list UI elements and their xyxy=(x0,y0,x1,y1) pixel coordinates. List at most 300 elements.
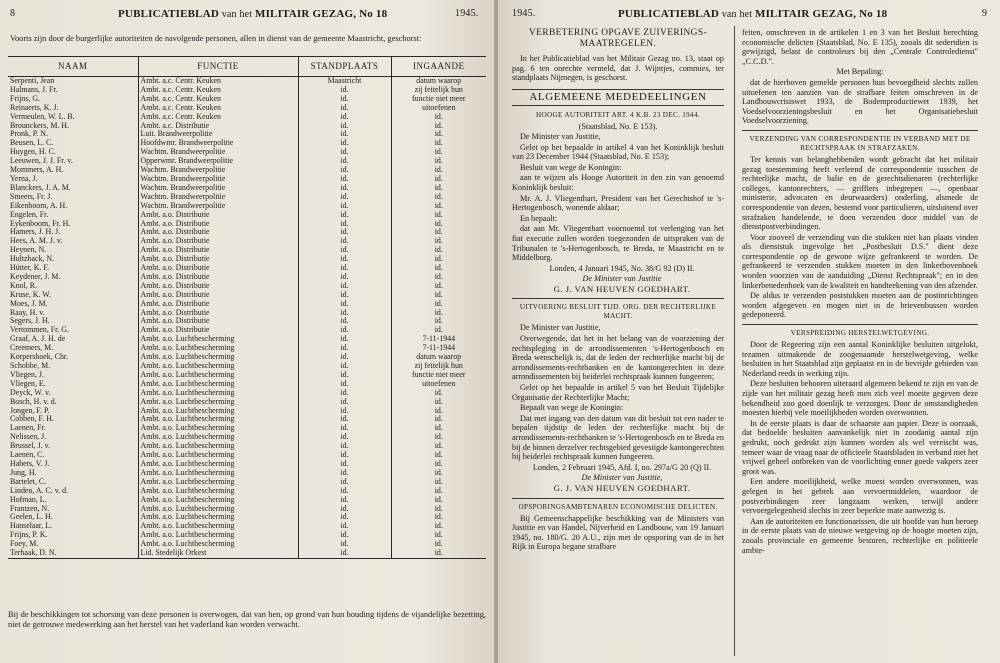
cell-start: id. xyxy=(391,237,486,246)
paragraph: Besluit van wege de Koningin: xyxy=(520,162,622,172)
cell-start: id. xyxy=(391,157,486,166)
cell-start: id. xyxy=(391,487,486,496)
header-publication: PUBLICATIEBLAD xyxy=(618,8,720,20)
cell-location: id. xyxy=(298,407,391,416)
paragraph: aan te wijzen als Hooge Autoriteit in den zin van genoemd Koninklijk besluit: xyxy=(512,173,724,192)
cell-name: Terhaak, D. N. xyxy=(8,549,138,558)
cell-function: Ambt. a.c. Centr. Keuken xyxy=(138,77,298,86)
cell-location: id. xyxy=(298,505,391,514)
cell-name: Leeuwen, J. J. Fr. v. xyxy=(10,157,73,166)
cell-name: Keydener, J. M. xyxy=(10,272,61,281)
cell-location: id. xyxy=(298,104,391,113)
table-row xyxy=(8,362,486,371)
header-connector: van het xyxy=(221,9,253,20)
cell-start: id. xyxy=(391,424,486,433)
cell-name: Kruse, K. W. xyxy=(10,290,51,299)
table-row xyxy=(8,113,486,122)
cell-start: id. xyxy=(391,549,486,558)
cell-name: Serpenti, Jean xyxy=(10,76,55,85)
cell-location: id. xyxy=(298,309,391,318)
cell-location: id. xyxy=(298,389,391,398)
cell-name: Vliegen, E. xyxy=(10,379,46,388)
cell-location: id. xyxy=(298,246,391,255)
cell-location: id. xyxy=(298,478,391,487)
signatory-role: De Minister van Justitie, xyxy=(581,473,663,483)
right-header-year: 1945. xyxy=(512,8,536,19)
cell-function: Ambt. a.o. Luchtbescherming xyxy=(138,380,298,389)
cell-start: id. xyxy=(391,415,486,424)
cell-name: Laenen, Fr. xyxy=(10,424,46,433)
cell-name: Eikenboom, A. H. xyxy=(10,201,68,210)
suspended-officials-table xyxy=(8,56,486,559)
cell-start: id. xyxy=(391,193,486,202)
cell-location: id. xyxy=(298,157,391,166)
paragraph: dat de hierboven gemelde personen hun bevoegdheid slechts zullen uitoefenen ten aanzien van de strafbare feiten omschreven in de Landbouwcrisiswet 1933, de Bodemproductiewet 1939, het Voedselvoorzieningsbesluit en het Organisatiebesluit Voedselvoorziening. xyxy=(742,77,978,126)
cell-function: Ambt. a.o. Distributie xyxy=(138,317,298,326)
right-page-number: 9 xyxy=(982,8,988,19)
cell-function: Ambt. a.o. Luchtbescherming xyxy=(138,344,298,353)
paragraph: En bepaalt: xyxy=(520,213,558,223)
decree-date: Londen, 2 Februari 1945, Afd. I, no. 297a/G 20 (Q) II. xyxy=(532,462,712,472)
cell-function: Lid. Stedelijk Orkest xyxy=(138,549,298,558)
cell-name: Bosch, H. v. d. xyxy=(10,397,57,406)
cell-start: id. xyxy=(391,522,486,531)
cell-function: Ambt. a.o. Distributie xyxy=(138,282,298,291)
cell-function: Wachtm. Brandweerpolitie xyxy=(138,193,298,202)
footnote-text: Bij de beschikkingen tot schorsing van deze personen is overwogen, dat van hen, op grond van hun houding tijdens de vijandelijke bezetting, niet de getrouwe medewerking aan het herstel van het vaderland kan worden verwacht. xyxy=(8,610,486,629)
cell-start: id. xyxy=(391,148,486,157)
table-row xyxy=(8,522,486,531)
table-row xyxy=(8,202,486,211)
verspreiding-heading: VERSPREIDING HERSTELWETGEVING. xyxy=(790,329,930,338)
cell-location: id. xyxy=(298,540,391,549)
cell-name: Nelissen, J. xyxy=(10,433,47,442)
cell-start: functie niet meer xyxy=(391,371,486,380)
cell-function: Ambt. a.o. Luchtbescherming xyxy=(138,371,298,380)
cell-start: id. xyxy=(391,175,486,184)
table-row xyxy=(8,353,486,362)
cell-location: id. xyxy=(298,380,391,389)
cell-location: id. xyxy=(298,398,391,407)
cell-function: Ambt. a.o. Distributie xyxy=(138,211,298,220)
cell-location: id. xyxy=(298,282,391,291)
paragraph: Voor zooveel de verzending van die stukken niet kan plaats vinden als dienststuk ingevolge het „Postbesluit D.S." dient deze correspondentie op de gewone wijze gefrankeerd te worden. De gefrankeerd te verzenden stukken moeten in den linkerbovenhoek worden voorzien van de aanduiding „Dienst Rechtspraak"; en in den linkerbenedenhoek van de kwaliteit en handteekening van den afzender. xyxy=(742,232,978,290)
cell-name: Cobben, F. H. xyxy=(10,415,54,424)
cell-function: Ambt. a.c. Centr. Keuken xyxy=(138,86,298,95)
cell-function: Ambt. a.o. Distributie xyxy=(138,220,298,229)
cell-start: id. xyxy=(391,113,486,122)
cell-start: id. xyxy=(391,130,486,139)
cell-start: datum waarop xyxy=(391,353,486,362)
cell-name: Bartelet, C. xyxy=(10,477,47,486)
cell-name: Halmans, J. Fr. xyxy=(10,85,58,94)
table-row xyxy=(8,193,486,202)
cell-start: id. xyxy=(391,166,486,175)
cell-start: id. xyxy=(391,309,486,318)
cell-function: Ambt. a.o. Distributie xyxy=(138,228,298,237)
table-row xyxy=(8,478,486,487)
paragraph: Mr. A. J. Vliegenthart, President van het Gerechtshof te 's-Hertogenbosch, wonende aldaar; xyxy=(512,193,724,213)
cell-location: id. xyxy=(298,211,391,220)
cell-start: uitoefenen xyxy=(391,104,486,113)
table-row xyxy=(8,496,486,505)
cell-function: Ambt. a.o. Luchtbescherming xyxy=(138,335,298,344)
signatory-role: De Minister van Justitie xyxy=(582,274,662,284)
cell-location: id. xyxy=(298,531,391,540)
cell-location: id. xyxy=(298,433,391,442)
cell-function: Ambt. a.o. Luchtbescherming xyxy=(138,424,298,433)
table-row xyxy=(8,389,486,398)
cell-name: Frijns, G. xyxy=(10,94,41,103)
cell-function: Wachtm. Brandweerpolitie xyxy=(138,202,298,211)
cell-start: id. xyxy=(391,407,486,416)
cell-location: id. xyxy=(298,442,391,451)
table-row xyxy=(8,122,486,131)
uitvoering-heading: UITVOERING BESLUIT TIJD. ORG. DER RECHTERLIJKE MACHT. xyxy=(519,303,717,321)
table-row xyxy=(8,513,486,522)
cell-location: id. xyxy=(298,86,391,95)
cell-location: id. xyxy=(298,228,391,237)
cell-location: id. xyxy=(298,424,391,433)
table-row xyxy=(8,211,486,220)
cell-start: id. xyxy=(391,433,486,442)
paragraph: De Minister van Justitie, xyxy=(520,323,601,333)
cell-name: Linden, A. C. v. d. xyxy=(10,486,69,495)
paragraph: Bij Gemeenschappelijke beschikking van de Ministers van Justitie en van Handel, Nijverheid en Landbouw, van 19 Januari 1945, no. 180/G. 20 A.U., zijn met de opsporing van de in het Rijk in Europa begane strafbare xyxy=(512,513,724,552)
cell-location: id. xyxy=(298,95,391,104)
table-row xyxy=(8,273,486,282)
table-row xyxy=(8,487,486,496)
cell-name: Hütter, K. F. xyxy=(10,264,50,273)
cell-name: Yerna, J. xyxy=(10,174,38,183)
cell-start: id. xyxy=(391,513,486,522)
table-row xyxy=(8,460,486,469)
cell-location: id. xyxy=(298,451,391,460)
cell-start: 7-11-1944 xyxy=(391,335,486,344)
table-row xyxy=(8,317,486,326)
table-row xyxy=(8,139,486,148)
cell-location: id. xyxy=(298,291,391,300)
right-column-1 xyxy=(512,28,724,553)
cell-name: Frantzen, N. xyxy=(10,504,50,513)
cell-function: Wachtm. Brandweerpolitie xyxy=(138,175,298,184)
cell-location: id. xyxy=(298,371,391,380)
cell-name: Vertommen, Fr. G. xyxy=(10,326,69,335)
cell-name: Vliegen, J. xyxy=(10,370,44,379)
cell-location: id. xyxy=(298,273,391,282)
left-page-number: 8 xyxy=(10,8,16,19)
cell-start: id. xyxy=(391,211,486,220)
cell-function: Ambt. a.o. Luchtbescherming xyxy=(138,407,298,416)
cell-name: Pronk, P. N. xyxy=(10,130,48,139)
cell-name: Eykenboom, Fr. H. xyxy=(10,219,71,228)
header-issue: MILITAIR GEZAG, No 18 xyxy=(754,8,888,20)
table-row xyxy=(8,344,486,353)
cell-name: Laenen, C. xyxy=(10,451,45,460)
table-row xyxy=(8,424,486,433)
table-row xyxy=(8,220,486,229)
cell-location: id. xyxy=(298,264,391,273)
table-row xyxy=(8,237,486,246)
cell-start: id. xyxy=(391,531,486,540)
paragraph: Ter kennis van belanghebbenden wordt gebracht dat het militair gezag toestemming heeft verleend de correspondentie tusschen de rechterlijke macht, de balie en de gerechtsdienaren (rechterlijke colleges, kantonrechters, — griffiers inbegrepen —, openbaar ministerie, advocaten en deurwaarders) onderling, alsmede de correspondentie van dezen, bestemd voor particulieren, uitsluitend over strafzaken handelende, te doen verzenden door middel van de dienstpostverbindingen. xyxy=(742,154,978,232)
table-row xyxy=(8,415,486,424)
signatory-name: G. J. VAN HEUVEN GOEDHART. xyxy=(553,283,691,294)
table-row xyxy=(8,309,486,318)
cell-name: Korpershoek, Chr. xyxy=(10,353,69,362)
cell-location: id. xyxy=(298,549,391,558)
cell-function: Ambt. a.o. Luchtbescherming xyxy=(138,496,298,505)
paragraph: Door de Regeering zijn een aantal Koninklijke besluiten uitgelokt, tezamen uitmakende de zoogenaamde herstelwetgeving, welke besluiten in het Staatsblad zijn geplaatst en in de bevrijde gebieden van Nederland reeds in werking zijn. xyxy=(742,340,978,378)
table-row xyxy=(8,531,486,540)
cell-name: Engelen, Fr. xyxy=(10,210,49,219)
cell-start: id. xyxy=(391,184,486,193)
cell-function: Ambt. a.o. Luchtbescherming xyxy=(138,362,298,371)
cell-location: id. xyxy=(298,193,391,202)
cell-name: Deyck, W. v. xyxy=(10,388,51,397)
cell-start: id. xyxy=(391,264,486,273)
cell-name: Schobbe, M. xyxy=(10,362,51,370)
right-column-2 xyxy=(742,28,978,556)
cell-function: Ambt. a.o. Luchtbescherming xyxy=(138,353,298,362)
table-row xyxy=(8,540,486,549)
cell-function: Ambt. a.o. Distributie xyxy=(138,273,298,282)
column-header-start: INGAANDE xyxy=(391,57,486,77)
cell-function: Wachtm. Brandweerpolitie xyxy=(138,166,298,175)
cell-function: Ambt. a.o. Luchtbescherming xyxy=(138,415,298,424)
cell-function: Ambt. a.o. Luchtbescherming xyxy=(138,460,298,469)
cell-function: Ambt. a.o. Luchtbescherming xyxy=(138,451,298,460)
cell-name: Mommers, A. H. xyxy=(10,166,64,175)
cell-name: Jongen, F. P. xyxy=(10,406,50,415)
cell-function: Ambt. a.o. Distributie xyxy=(138,291,298,300)
cell-location: id. xyxy=(298,362,391,371)
cell-location: id. xyxy=(298,513,391,522)
paragraph: Dat met ingang van den datum van dit besluit tot een nader te bepalen tijdstip de leden der rechterlijke macht bij de arrondissements-rechtbanken te 's-Hertogenbosch en te Breda en bij de binnen derzelver rechtsgebied gevestigde kantongerechten bij beiderlei rechtspraak kunnen fungeeren. xyxy=(512,413,724,462)
table-row xyxy=(8,326,486,335)
cell-function: Luit. Brandweerpolitie xyxy=(138,130,298,139)
cell-start: id. xyxy=(391,139,486,148)
intro-text: Voorts zijn door de burgerlijke autoriteiten de navolgende personen, allen in dienst van de gemeente Maastricht, geschorst: xyxy=(10,34,422,43)
cell-name: Vermeulen, W. L. B. xyxy=(10,112,75,121)
cell-location: id. xyxy=(298,202,391,211)
cell-function: Ambt. a.o. Luchtbescherming xyxy=(138,487,298,496)
cell-name: Raay, H. v. xyxy=(10,308,45,317)
cell-start: id. xyxy=(391,451,486,460)
cell-start: id. xyxy=(391,317,486,326)
cell-name: Blanckers, J. A. M. xyxy=(10,183,71,192)
suspended-officials-table-wrap xyxy=(8,56,486,596)
cell-location: id. xyxy=(298,122,391,131)
cell-name: Brussel, J. v. xyxy=(10,442,51,451)
table-row xyxy=(8,371,486,380)
cell-location: id. xyxy=(298,335,391,344)
paragraph: Gelet op het bepaalde in artikel 5 van het Besluit Tijdelijke Organisatie der Rechterlijke Macht; xyxy=(512,383,724,402)
cell-function: Opperwmr. Brandweerpolitie xyxy=(138,157,298,166)
cell-start: id. xyxy=(391,202,486,211)
cell-name: Brounckers, M. H. xyxy=(10,121,69,130)
cell-location: id. xyxy=(298,469,391,478)
divider xyxy=(742,324,978,325)
paragraph: Een andere moeilijkheid, welke moest worden overwonnen, was gelegen in het gebrek aan vervoermiddelen, waardoor de postverbindingen zeer langzaam werken, terwijl andere vervoergelegenheid slechts in zeer beperkte mate aanwezig is. xyxy=(742,477,978,516)
cell-name: Beusen, L. C. xyxy=(10,139,54,148)
table-header-row xyxy=(8,57,486,77)
cell-location: id. xyxy=(298,220,391,229)
table-row xyxy=(8,300,486,309)
cell-name: Geelen, L. H. xyxy=(10,513,53,522)
cell-name: Hanselaar, L. xyxy=(10,522,52,531)
cell-location: id. xyxy=(298,139,391,148)
column-header-name: NAAM xyxy=(8,57,138,77)
table-row xyxy=(8,95,486,104)
divider xyxy=(512,498,724,499)
cell-name: Jung, H. xyxy=(10,468,37,477)
cell-function: Ambt. a.o. Luchtbescherming xyxy=(138,442,298,451)
cell-start: id. xyxy=(391,442,486,451)
divider xyxy=(512,298,724,299)
cell-name: Foey, M. xyxy=(10,540,39,549)
cell-start: id. xyxy=(391,389,486,398)
cell-name: Reinaerts, K. J. xyxy=(10,103,59,112)
cell-start: zij feitelijk hun xyxy=(391,362,486,371)
verzending-heading: VERZENDING VAN CORRESPONDENTIE IN VERBAND MET DE RECHTSPRAAK IN STRAFZAKEN. xyxy=(749,134,971,152)
cell-location: id. xyxy=(298,522,391,531)
table-body xyxy=(8,77,486,559)
cell-name: Hees, A. M. J. v. xyxy=(10,237,63,246)
table-row xyxy=(8,104,486,113)
cell-name: Habets, V. J. xyxy=(10,459,50,468)
table-row xyxy=(8,451,486,460)
paragraph: feiten, omschreven in de artikelen 1 en 3 van het Besluit berechting economische delicten (Staatsblad, No. E 135), zooals dit sedertdien is gewijzigd, belast de controleurs bij den „Centrale Controledienst" „C.C.D.". xyxy=(742,28,978,66)
table-row xyxy=(8,291,486,300)
header-connector: van het xyxy=(721,9,753,20)
table-row xyxy=(8,264,486,273)
hooge-autoriteit-subheading: (Staatsblad, No. E 153). xyxy=(578,122,658,132)
decree-date: Londen, 4 Januari 1945, No. 38/G 92 (D) II. xyxy=(549,263,695,273)
signatory-name: G. J. VAN HEUVEN GOEDHART. xyxy=(553,482,691,493)
cell-location: id. xyxy=(298,148,391,157)
cell-function: Ambt. a.o. Distributie xyxy=(138,246,298,255)
paragraph: Overwegende, dat het in het belang van de voorziening der rechtspleging in de arrondissementen 's-Hertogenbosch en Breda wenschelijk is, dat de leden der rechterlijke macht bij de arrondissements-rechtbanken en de kantongerechten in deze arrondissementen bij beiderlei rechtspraak kunnen fungeeren; xyxy=(512,334,724,382)
cell-location: id. xyxy=(298,237,391,246)
left-running-header xyxy=(118,8,387,20)
table-row xyxy=(8,130,486,139)
cell-location: id. xyxy=(298,496,391,505)
header-issue: MILITAIR GEZAG, No 18 xyxy=(254,8,388,20)
cell-function: Ambt. a.o. Distributie xyxy=(138,237,298,246)
cell-function: Ambt. a.o. Luchtbescherming xyxy=(138,513,298,522)
column-header-location: STANDPLAATS xyxy=(298,57,391,77)
table-row xyxy=(8,77,486,86)
verbetering-heading: VERBETERING OPGAVE ZUIVERINGS-MAATREGELEN. xyxy=(529,28,707,49)
table-row xyxy=(8,549,486,558)
cell-location: id. xyxy=(298,300,391,309)
cell-location: id. xyxy=(298,487,391,496)
cell-name: Hamers, J. H. J. xyxy=(10,228,61,237)
table-row xyxy=(8,255,486,264)
cell-function: Ambt. a.o. Luchtbescherming xyxy=(138,505,298,514)
cell-location: id. xyxy=(298,130,391,139)
divider xyxy=(742,130,978,131)
cell-start: datum waarop xyxy=(391,77,486,86)
cell-start: id. xyxy=(391,469,486,478)
cell-location: id. xyxy=(298,255,391,264)
table-row xyxy=(8,246,486,255)
paragraph: Bepaalt van wege de Koningin: xyxy=(520,403,624,413)
paragraph: Deze besluiten behooren uiteraard algemeen bekend te zijn en van de zijde van het militair gezag heeft men zich veel moeite gegeven deze bekendheid zoo goed doenlijk te verzorgen. Door de omstandigheden moesten hierbij vele moeilijkheden worden overwonnen. xyxy=(742,379,978,418)
cell-start: id. xyxy=(391,505,486,514)
cell-function: Hoofdwmr. Brandweerpolitie xyxy=(138,139,298,148)
cell-function: Wachtm. Brandweerpolitie xyxy=(138,148,298,157)
table-row xyxy=(8,469,486,478)
met-bepaling-label: Met Bepaling: xyxy=(836,67,884,77)
cell-function: Ambt. a.c. Centr. Keuken xyxy=(138,95,298,104)
cell-location: id. xyxy=(298,184,391,193)
cell-start: uitoefenen xyxy=(391,380,486,389)
cell-location: id. xyxy=(298,415,391,424)
cell-function: Ambt. a.c. Centr. Keuken xyxy=(138,104,298,113)
cell-location: id. xyxy=(298,175,391,184)
cell-name: Hultzback, N. xyxy=(10,255,55,264)
cell-start: id. xyxy=(391,273,486,282)
table-row xyxy=(8,505,486,514)
cell-name: Huygen, H. C. xyxy=(10,148,56,157)
cell-start: zij feitelijk hun xyxy=(391,86,486,95)
cell-location: id. xyxy=(298,113,391,122)
paragraph: De aldus te verzenden poststukken moeten aan de postinrichtingen worden afgegeven en mogen niet in de brievenbussen worden gedeponeerd. xyxy=(742,291,978,320)
cell-start: id. xyxy=(391,460,486,469)
cell-start: id. xyxy=(391,122,486,131)
opsporing-heading: OPSPORINGSAMBTENAREN ECONOMISCHE DELICTEN. xyxy=(518,502,718,511)
cell-function: Ambt. a.o. Luchtbescherming xyxy=(138,540,298,549)
cell-start: id. xyxy=(391,282,486,291)
table-row xyxy=(8,86,486,95)
cell-location: id. xyxy=(298,317,391,326)
cell-location: id. xyxy=(298,460,391,469)
cell-function: Ambt. a.c. Distributie xyxy=(138,122,298,131)
verbetering-text: In het Publicatieblad van het Militair Gezag no. 13, staat op pag. 6 ten onrechte vermeld, dat J. Wijntjes, commies, ter standplaats Nijmegen, is geschorst. xyxy=(512,54,724,83)
table-row xyxy=(8,433,486,442)
cell-function: Ambt. a.o. Luchtbescherming xyxy=(138,522,298,531)
cell-name: Segers, J. H. xyxy=(10,317,50,326)
cell-function: Ambt. a.o. Luchtbescherming xyxy=(138,478,298,487)
cell-function: Ambt. a.o. Distributie xyxy=(138,326,298,335)
cell-function: Ambt. a.o. Luchtbescherming xyxy=(138,469,298,478)
cell-start: id. xyxy=(391,255,486,264)
cell-function: Ambt. a.o. Distributie xyxy=(138,309,298,318)
right-running-header xyxy=(618,8,887,20)
table-row xyxy=(8,157,486,166)
table-row xyxy=(8,228,486,237)
table-row xyxy=(8,184,486,193)
table-row xyxy=(8,335,486,344)
cell-start: 7-11-1944 xyxy=(391,344,486,353)
cell-name: Moes, J. M. xyxy=(10,299,48,308)
cell-function: Ambt. a.o. Distributie xyxy=(138,300,298,309)
section-heading-mededeelingen: ALGEMEENE MEDEDEELINGEN xyxy=(512,89,724,107)
cell-name: Frijns, P. K. xyxy=(10,531,48,540)
column-header-function: FUNCTIE xyxy=(138,57,298,77)
cell-start: id. xyxy=(391,540,486,549)
header-publication: PUBLICATIEBLAD xyxy=(118,8,220,20)
table-row xyxy=(8,166,486,175)
cell-name: Smeets, Fr. J. xyxy=(10,192,53,201)
cell-location: id. xyxy=(298,166,391,175)
cell-name: Graaf, A. J. H. de xyxy=(10,335,66,344)
paragraph: Aan de autoriteiten en functionarissen, die uit hoofde van hun beroep in de eerste plaats van de nieuwe wetgeving op de hoogte moeten zijn, zooals provinciale en gemeente besturen, rechterlijke en politieele ambte- xyxy=(742,516,978,555)
hooge-autoriteit-heading: HOOGE AUTORITEIT ART. 4 K.B. 23 DEC. 1944. xyxy=(536,111,700,120)
paragraph: In de eerste plaats is daar de schaarste aan papier. Deze is oorzaak, dat bedoelde besluiten aanvankelijk niet in zoodanig aantal zijn gedrukt, noch gedrukt zijn kunnen worden als wel vereischt was, temeer waar de vraag naar de officieele Staatsbladen in verband met het vrijwel geheel ontbreken van de voorlichting enner goede vakpers zeer groot was. xyxy=(742,418,978,476)
